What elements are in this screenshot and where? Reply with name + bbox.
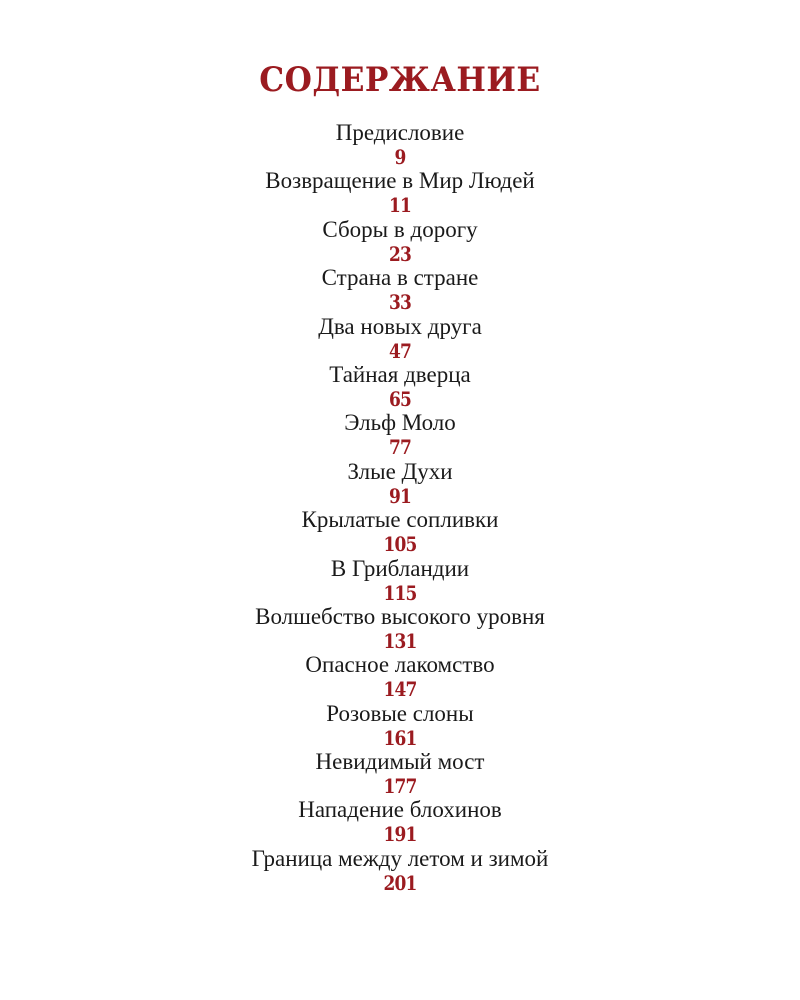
chapter-title: Крылатые сопливки [301, 507, 499, 533]
chapter-title: Нападение блохинов [298, 797, 502, 823]
chapter-page-number: 105 [383, 532, 417, 557]
chapter-title: Тайная дверца [329, 361, 471, 387]
toc-entry[interactable] [0, 362, 800, 410]
toc-entry[interactable] [0, 168, 800, 216]
chapter-page-number: 9 [394, 145, 406, 169]
toc-entry[interactable] [0, 120, 800, 168]
chapter-page-number: 65 [389, 386, 411, 411]
chapter-title: Невидимый мост [315, 749, 485, 775]
toc-entry[interactable] [0, 701, 800, 749]
chapter-page-number: 131 [383, 628, 417, 653]
toc-entry[interactable] [0, 459, 800, 507]
chapter-title: Страна в стране [321, 265, 479, 291]
toc-entry[interactable] [0, 410, 800, 458]
chapter-title: Розовые слоны [326, 700, 474, 726]
chapter-title: Волшебство высокого уровня [255, 603, 545, 629]
chapter-title: Сборы в дорогу [322, 216, 478, 242]
chapter-page-number: 77 [389, 435, 411, 460]
chapter-page-number: 177 [383, 774, 417, 799]
chapter-page-number: 115 [383, 580, 417, 605]
chapter-page-number: 47 [389, 338, 411, 363]
chapter-title: Возвращение в Мир Людей [265, 168, 535, 194]
chapter-page-number: 91 [389, 483, 411, 508]
toc-entry[interactable] [0, 846, 800, 894]
toc-entry[interactable] [0, 217, 800, 265]
chapter-page-number: 11 [389, 193, 411, 218]
chapter-title: В Грибландии [330, 555, 470, 581]
toc-entry[interactable] [0, 556, 800, 604]
chapter-page-number: 33 [389, 290, 411, 315]
toc-entry[interactable] [0, 604, 800, 652]
toc-entry[interactable] [0, 797, 800, 845]
toc-entry[interactable] [0, 507, 800, 555]
chapter-page-number: 201 [383, 870, 417, 895]
chapter-page-number: 161 [383, 725, 417, 750]
chapter-title: Опасное лакомство [305, 652, 495, 678]
toc-entry[interactable] [0, 749, 800, 797]
page-title: СОДЕРЖАНИЕ [259, 60, 541, 100]
chapter-title: Граница между летом и зимой [251, 845, 549, 871]
toc-entry[interactable] [0, 652, 800, 700]
toc-entry[interactable] [0, 265, 800, 313]
chapter-title: Злые Духи [347, 458, 453, 484]
toc-entry[interactable] [0, 314, 800, 362]
chapter-page-number: 191 [383, 822, 417, 847]
chapter-title: Два новых друга [318, 313, 482, 339]
toc-list [0, 120, 800, 894]
chapter-page-number: 147 [383, 677, 417, 702]
chapter-page-number: 23 [389, 241, 411, 266]
chapter-title: Предисловие [335, 120, 465, 145]
chapter-title: Эльф Моло [344, 410, 456, 436]
